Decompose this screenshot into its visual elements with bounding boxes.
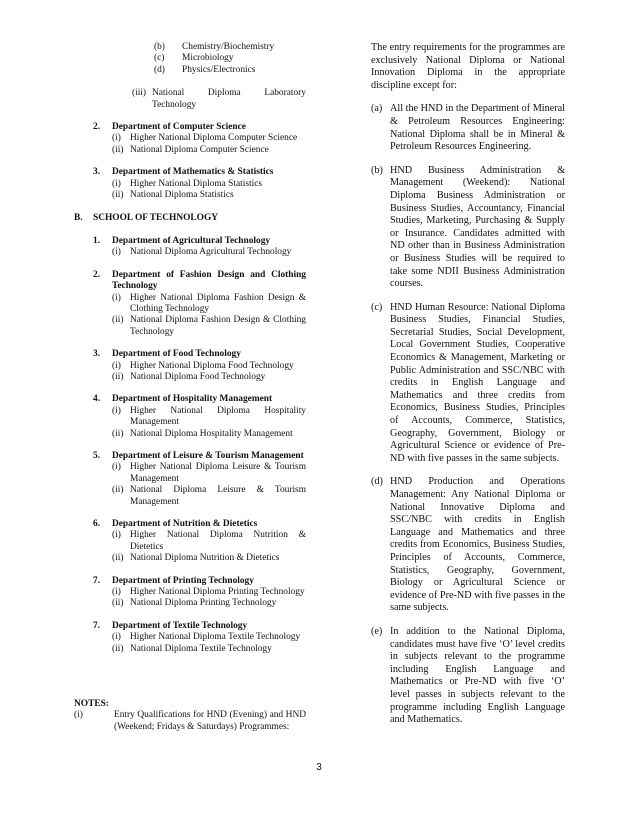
- programme-item: [112, 462, 306, 485]
- item-text: National Diploma Leisure & Tourism Management: [130, 485, 306, 507]
- department-body: [112, 394, 306, 440]
- item-label: (i): [112, 178, 121, 189]
- item-label: (d): [154, 64, 165, 75]
- programme-item: [112, 587, 306, 598]
- notes-heading: NOTES:: [74, 699, 109, 710]
- left-column: [74, 42, 306, 733]
- item-text: Physics/Electronics: [182, 64, 256, 75]
- section-heading: [74, 213, 306, 224]
- item-label: (ii): [112, 553, 124, 564]
- item-text: HND Production and Operations Management: Any National Diploma or National Innovative Diploma and SSC/NBC with credits in English Language and Mathematics and three credits from Economics, Business Studies, Principles of Accounts, Commerce, Statistics, Geography, Government, Biology or Agricultural Science or evidence of Pre-ND with five passes in the same subjects.: [390, 476, 565, 614]
- item-text: National Diploma Agricultural Technology: [130, 247, 292, 258]
- department-entry: [93, 519, 306, 565]
- item-label: (e): [371, 625, 383, 637]
- item-text: National Diploma Computer Science: [130, 144, 269, 155]
- item-label: (a): [371, 103, 383, 115]
- item-text: All the HND in the Department of Mineral & Petroleum Resources Engineering: National Diploma shall be in Mineral & Petroleum Resources Engineering.: [390, 103, 565, 153]
- item-text: In addition to the National Diploma, candidates must have five ‘O’ level credits in subjects relevant to the programme including English Language and Mathematics or Pre-ND with five ‘O’ level passes in subjects relevant to the programme including English Language and Mathematics.: [390, 625, 565, 726]
- note-text: Entry Qualifications for HND (Evening) and HND (Weekend; Fridays & Saturdays) Programmes:: [114, 710, 306, 732]
- item-text: Higher National Diploma Fashion Design & Clothing Technology: [130, 292, 306, 314]
- programme-item: [112, 133, 306, 144]
- department-number: 1.: [93, 235, 101, 246]
- list-item: [154, 65, 306, 76]
- item-label: (ii): [112, 485, 124, 496]
- department-body: [112, 270, 306, 338]
- item-text: Chemistry/Biochemistry: [182, 42, 275, 52]
- requirement-item: [371, 103, 565, 153]
- department-number: 3.: [93, 167, 101, 178]
- item-text: National Diploma Statistics: [130, 190, 234, 201]
- programme-item: [112, 598, 306, 609]
- item-label: (ii): [112, 315, 124, 326]
- programme-item: [112, 293, 306, 316]
- item-label: (iii): [132, 88, 147, 99]
- item-label: (i): [112, 360, 121, 371]
- department-entry: [93, 394, 306, 440]
- item-text: Higher National Diploma Computer Science: [130, 133, 298, 144]
- department-entry: [93, 167, 306, 201]
- item-label: (ii): [112, 144, 124, 155]
- programme-item: [112, 315, 306, 338]
- department-body: [112, 451, 306, 508]
- item-label: (c): [371, 301, 383, 313]
- requirements-list: [371, 103, 565, 726]
- item-text: Higher National Diploma Food Technology: [130, 360, 294, 371]
- intro-paragraph: The entry requirements for the programmes are exclusively National Diploma or National Innovation Diploma in the appropriate discipline except for:: [371, 42, 565, 91]
- item-text: National Diploma Nutrition & Dietetics: [130, 553, 280, 564]
- department-body: [112, 167, 306, 201]
- department-number: 2.: [93, 269, 101, 280]
- item-text: National Diploma Textile Technology: [130, 643, 272, 654]
- item-text: National Diploma Food Technology: [130, 371, 266, 382]
- department-title: Department of Printing Technology: [112, 575, 254, 586]
- department-number: 5.: [93, 450, 101, 461]
- department-group: [74, 236, 306, 655]
- note-item: [74, 710, 306, 733]
- programme-item: [112, 632, 306, 643]
- requirement-item: [371, 476, 565, 615]
- item-label: (i): [112, 632, 121, 643]
- item-text: Higher National Diploma Statistics: [130, 178, 263, 189]
- programme-item: [112, 145, 306, 156]
- department-title: Department of Nutrition & Dietetics: [112, 519, 258, 529]
- item-text: National Diploma Hospitality Management: [130, 428, 293, 439]
- department-body: [112, 236, 306, 259]
- programme-item: [112, 190, 306, 201]
- programme-item: [112, 179, 306, 190]
- department-body: [112, 519, 306, 565]
- department-title: Department of Mathematics & Statistics: [112, 167, 274, 178]
- item-label: (i): [112, 133, 121, 144]
- item-text: Microbiology: [182, 53, 234, 64]
- department-body: [112, 122, 306, 156]
- department-body: [112, 621, 306, 655]
- item-label: (b): [154, 42, 165, 52]
- item-text: Higher National Diploma Hospitality Management: [130, 405, 306, 428]
- department-title: Department of Textile Technology: [112, 620, 248, 631]
- page-number: 3: [316, 762, 322, 773]
- item-text: Higher National Diploma Nutrition & Dietetics: [130, 530, 306, 552]
- item-label: (i): [112, 462, 121, 473]
- department-body: [112, 576, 306, 610]
- item-label: (i): [112, 530, 121, 541]
- item-label: (d): [371, 476, 383, 488]
- programme-item: [112, 429, 306, 440]
- department-number: 4.: [93, 394, 101, 405]
- item-label: (i): [112, 587, 121, 598]
- department-body: [112, 349, 306, 383]
- section-title: SCHOOL OF TECHNOLOGY: [93, 213, 219, 224]
- programme-item: [112, 530, 306, 553]
- item-text: National Diploma Printing Technology: [130, 598, 277, 609]
- department-title: Department of Food Technology: [112, 349, 241, 360]
- department-title: Department of Hospitality Management: [112, 394, 273, 405]
- item-label: (i): [112, 247, 121, 258]
- item-text: Higher National Diploma Printing Technology: [130, 587, 305, 598]
- item-text: Higher National Diploma Textile Technology: [130, 632, 301, 643]
- programme-item: [112, 553, 306, 564]
- department-entry: [93, 236, 306, 259]
- department-title: Department of Computer Science: [112, 122, 246, 133]
- item-label: (ii): [112, 371, 124, 382]
- programme-item: [112, 644, 306, 655]
- section-label: B.: [74, 213, 83, 224]
- requirement-item: [371, 165, 565, 291]
- list-item: [154, 42, 306, 53]
- department-title: Department of Leisure & Tourism Management: [112, 450, 304, 461]
- department-entry: [93, 270, 306, 338]
- programme-item: [112, 247, 306, 258]
- item-label: (i): [112, 405, 121, 416]
- right-column: [371, 42, 565, 727]
- department-entry: [93, 451, 306, 508]
- item-label: (ii): [112, 598, 124, 609]
- item-label: (ii): [112, 643, 124, 654]
- programme-item: [112, 372, 306, 383]
- item-label: (ii): [112, 190, 124, 201]
- item-text: Higher National Diploma Leisure & Tourism Management: [130, 462, 306, 484]
- list-item: [154, 53, 306, 64]
- department-number: 6.: [93, 519, 101, 529]
- programme-item: [112, 406, 306, 429]
- list-item: [132, 88, 306, 111]
- department-entry: [93, 621, 306, 655]
- item-label: (c): [154, 53, 165, 64]
- department-title: Department of Agricultural Technology: [112, 235, 271, 246]
- item-label: (i): [112, 292, 121, 303]
- requirement-item: [371, 302, 565, 466]
- item-text: HND Business Administration & Management (Weekend): National Diploma Business Administration or Business Studies, Accountancy, Financial Studies, Marketing, Purchasing & Supply or Insurance. Candidates admitted with ND other than in Business Administration or Business Studies will be required to take some NDII Business Administration courses.: [390, 164, 565, 290]
- item-text: National Diploma Fashion Design & Clothing Technology: [130, 315, 306, 337]
- department-number: 7.: [93, 575, 101, 586]
- requirement-item: [371, 626, 565, 727]
- item-text: HND Human Resource: National Diploma Business Studies, Financial Studies, Secretarial Studies, Social Development, Local Government Studies, Cooperative Economics & Management, Marketing or Public Administration and SSC/NBC with credits in English Language and Mathematics and three credits from Economics, Business Studies, Principles of Accounts, Commerce, Statistics, Geography, Government, Biology or Agricultural Science or evidence of Pre-ND with five passes in the same subjects.: [390, 301, 565, 464]
- department-number: 7.: [93, 620, 101, 631]
- department-number: 2.: [93, 122, 101, 133]
- notes-block: [74, 699, 306, 733]
- department-group: [74, 122, 306, 201]
- programme-item: [112, 361, 306, 372]
- science-sublist: [154, 42, 306, 76]
- department-number: 3.: [93, 349, 101, 360]
- department-entry: [93, 576, 306, 610]
- item-text: National Diploma Laboratory Technology: [152, 88, 306, 110]
- department-entry: [93, 349, 306, 383]
- department-title: Department of Fashion Design and Clothing Technology: [112, 269, 306, 292]
- department-entry: [93, 122, 306, 156]
- programme-item: [112, 485, 306, 508]
- item-label: (ii): [112, 428, 124, 439]
- item-label: (b): [371, 164, 383, 176]
- note-label: (i): [74, 710, 83, 721]
